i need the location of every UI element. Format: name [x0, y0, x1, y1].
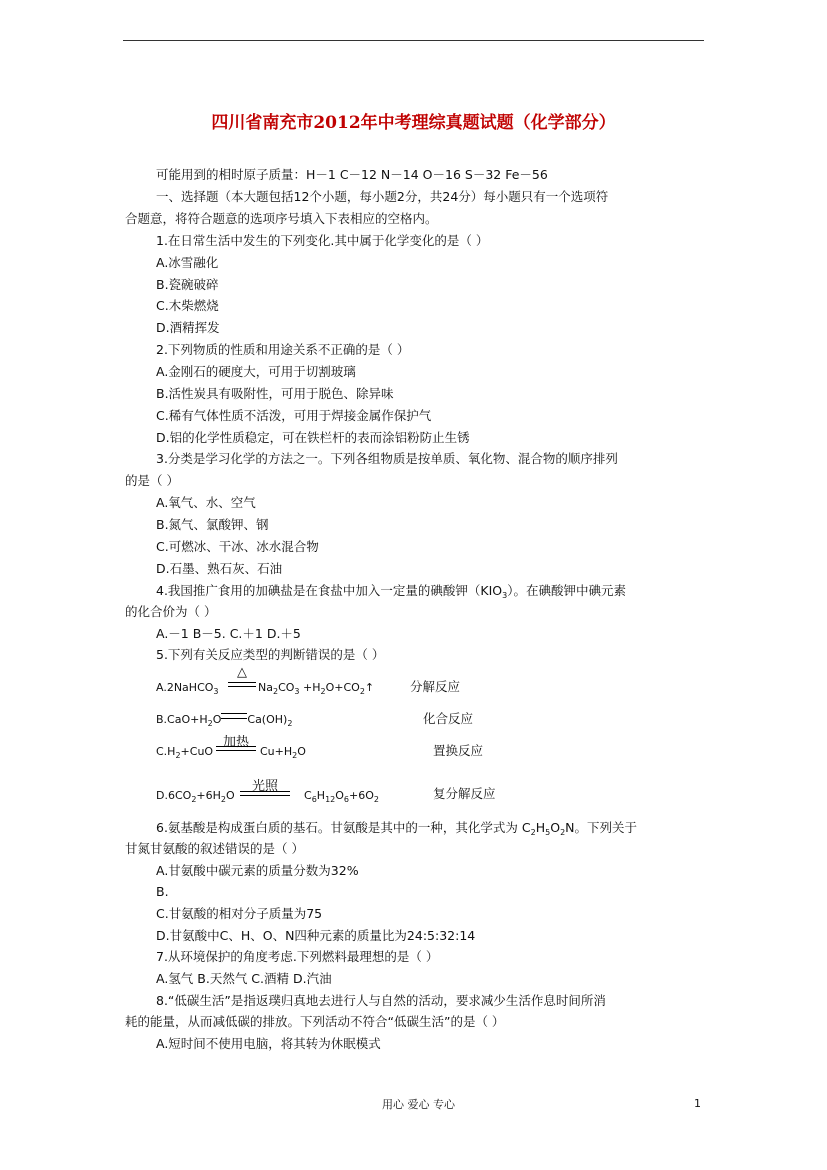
atomic-mass-line: 可能用到的相时原子质量：H－1 C－12 N－14 O－16 S－32 Fe－56	[156, 167, 548, 182]
question-3: 3.分类是学习化学的方法之一。下列各组物质是按单质、氧化物、混合物的顺序排列	[156, 451, 618, 466]
equals-bar	[216, 746, 256, 747]
reaction-b: $B.CaO+H_2O$ $Ca(OH)_2$	[156, 713, 293, 728]
q4-options: A.－1 B－5. C.＋1 D.＋5	[156, 626, 301, 641]
question-4-cont: 的化合价为（ ）	[125, 604, 217, 619]
q3-option-d: D.石墨、熟石灰、石油	[156, 561, 283, 576]
q6-option-a: A.甘氨酸中碳元素的质量分数为32%	[156, 863, 359, 878]
reaction-d: $D.6CO_2+6H_2O$	[156, 789, 235, 804]
reaction-b-type: 化合反应	[423, 711, 474, 726]
question-6: 6.氨基酸是构成蛋白质的基石。甘氨酸是其中的一种，其化学式为 $C_2H_5O_2N$。下列关于	[156, 820, 638, 837]
reaction-c-condition: 加热	[222, 735, 249, 750]
q3-option-a: A.氧气、水、空气	[156, 495, 256, 510]
reaction-d-condition: 光照	[251, 779, 278, 794]
header-rule	[123, 40, 704, 41]
equals-bar	[228, 686, 256, 687]
reaction-a-type: 分解反应	[410, 679, 461, 694]
section-heading: 一、选择题（本大题包括12个小题，每小题2分，共24分）每小题只有一个选项符	[156, 189, 609, 204]
equals-bar	[216, 750, 256, 751]
q6-option-b: B.	[156, 884, 169, 899]
question-2: 2.下列物质的性质和用途关系不正确的是（ ）	[156, 342, 410, 357]
page-title: 四川省南充市2012年中考理综真题试题（化学部分）	[211, 113, 616, 133]
q2-option-b: B.活性炭具有吸附性，可用于脱色、除异味	[156, 386, 394, 401]
q1-option-c: C.木柴燃烧	[156, 298, 219, 313]
question-5: 5.下列有关反应类型的判断错误的是（ ）	[156, 647, 385, 662]
reaction-a: A.2NaHCO$_3$	[156, 681, 219, 696]
question-6-cont: 甘氮甘氨酸的叙述错误的是（ ）	[125, 841, 304, 856]
reaction-a-rhs: $Na_2CO_3$ $+H_2O+CO_2↑$	[258, 681, 375, 696]
q1-option-a: A.冰雪融化	[156, 255, 219, 270]
question-1: 1.在日常生活中发生的下列变化.其中属于化学变化的是（ ）	[156, 233, 489, 248]
q3-option-c: C.可燃冰、干冰、冰水混合物	[156, 539, 319, 554]
heat-triangle-icon: △	[237, 665, 247, 680]
reaction-c-rhs: $Cu+H_2O$	[260, 745, 306, 760]
q1-option-b: B.瓷碗破碎	[156, 277, 219, 292]
reaction-c-type: 置换反应	[433, 743, 484, 758]
section-heading-cont: 合题意，将符合题意的选项序号填入下表相应的空格内。	[125, 211, 438, 226]
page-number: 1	[694, 1097, 701, 1110]
q3-option-b: B.氮气、氯酸钾、钢	[156, 517, 269, 532]
equals-bar	[228, 682, 256, 683]
q7-options: A.氢气 B.天然气 C.酒精 D.汽油	[156, 971, 332, 986]
footer-slogan: 用心 爱心 专心	[382, 1098, 455, 1111]
reaction-d-rhs: $C_6H_{12}O_6+6O_2$	[304, 789, 379, 804]
q1-option-d: D.酒精挥发	[156, 320, 220, 335]
question-8: 8.“低碳生活”是指返璞归真地去进行人与自然的活动，要求减少生活作息时间所消	[156, 993, 606, 1008]
question-4: 4.我国推广食用的加碘盐是在食盐中加入一定量的碘酸钾$(KIO_3)$。在碘酸钾中碘元素	[156, 583, 627, 600]
q6-option-c: C.甘氨酸的相对分子质量为75	[156, 906, 323, 921]
reaction-c: $C.H_2+CuO$	[156, 745, 214, 760]
q2-option-d: D.铝的化学性质稳定，可在铁栏杆的表而涂铝粉防止生锈	[156, 430, 470, 445]
q2-option-a: A.金刚石的硬度大，可用于切割玻璃	[156, 364, 356, 379]
equals-bar	[240, 795, 290, 796]
question-8-cont: 耗的能量，从而减低碳的排放。下列活动不符合“低碳生活”的是（ ）	[125, 1014, 505, 1029]
reaction-d-type: 复分解反应	[433, 786, 496, 801]
question-3-cont: 的是（ ）	[125, 473, 179, 488]
question-7: 7.从环境保护的角度考虑.下列燃料最理想的是（ ）	[156, 949, 439, 964]
q2-option-c: C.稀有气体性质不活泼，可用于焊接金属作保护气	[156, 408, 432, 423]
equals-bar	[240, 791, 290, 792]
q6-option-d: D.甘氨酸中C、H、O、N四种元素的质量比为24:5:32:14	[156, 928, 476, 943]
q8-option-a: A.短时间不使用电脑，将其转为休眠模式	[156, 1036, 381, 1051]
